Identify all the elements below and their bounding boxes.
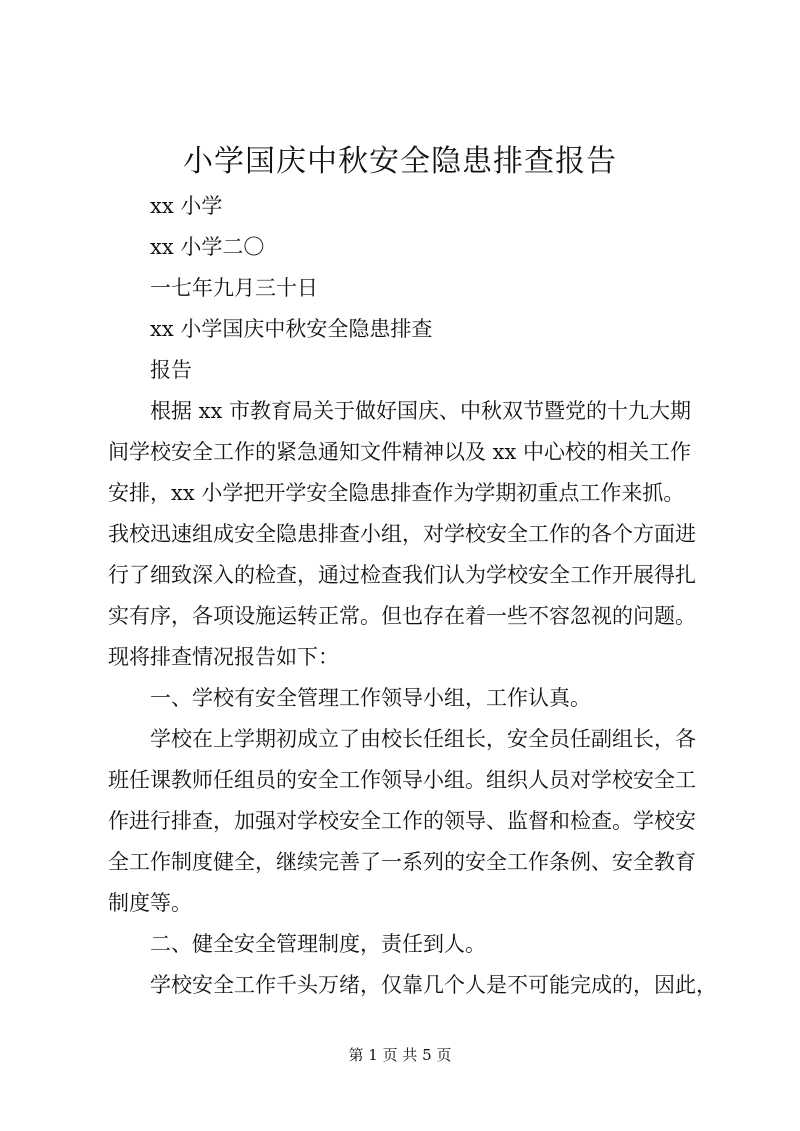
body-paragraph-line: 制度等。 [108,891,192,915]
body-paragraph-line: 我校迅速组成安全隐患排查小组，对学校安全工作的各个方面进 [108,522,696,546]
body-paragraph-line: 班任课教师任组员的安全工作领导小组。组织人员对学校安全工 [108,768,696,792]
section-heading-2: 二、健全安全管理制度，责任到人。 [150,932,486,956]
report-heading-line-2: 报告 [150,358,192,382]
body-paragraph-line: 实有序，各项设施运转正常。但也存在着一些不容忽视的问题。 [108,604,696,628]
page-footer: 第 1 页 共 5 页 [348,1046,452,1064]
body-paragraph-line: 安排，xx 小学把开学安全隐患排查作为学期初重点工作来抓。 [108,481,685,505]
body-paragraph-line: 全工作制度健全，继续完善了一系列的安全工作条例、安全教育 [108,850,696,874]
body-paragraph-line: 行了细致深入的检查，通过检查我们认为学校安全工作开展得扎 [108,563,696,587]
body-paragraph-line: 学校安全工作千头万绪，仅靠几个人是不可能完成的，因此， [150,973,717,997]
section-heading-1: 一、学校有安全管理工作领导小组，工作认真。 [150,686,591,710]
body-paragraph-line: 作进行排查，加强对学校安全工作的领导、监督和检查。学校安 [108,809,696,833]
body-paragraph-line: 学校在上学期初成立了由校长任组长，安全员任副组长，各 [150,727,696,751]
school-date-line: xx 小学二〇 [150,235,265,259]
body-paragraph-line: 根据 xx 市教育局关于做好国庆、中秋双节暨党的十九大期 [150,399,692,423]
body-paragraph-line: 间学校安全工作的紧急通知文件精神以及 xx 中心校的相关工作 [108,440,692,464]
report-heading-line: xx 小学国庆中秋安全隐患排查 [150,317,433,341]
date-line: 一七年九月三十日 [150,276,318,300]
document-title: 小学国庆中秋安全隐患排查报告 [183,144,617,179]
body-paragraph-line: 现将排查情况报告如下： [108,645,339,669]
school-name-line: xx 小学 [150,194,223,218]
